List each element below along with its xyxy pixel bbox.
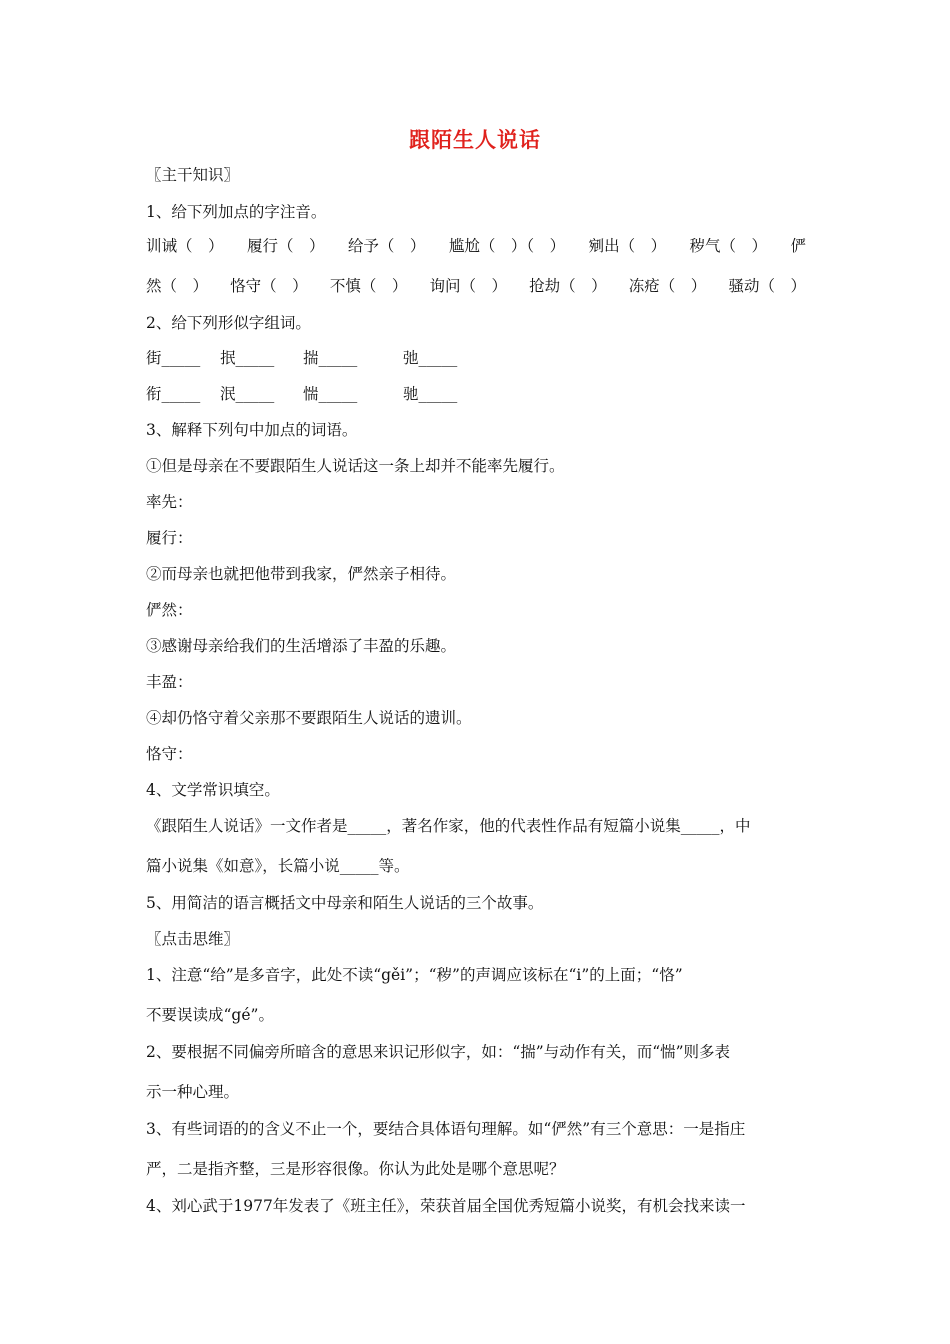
- pinyin-item: 冻疮（ ）: [628, 277, 707, 295]
- question-1-row-1: [146, 236, 806, 256]
- sentence-4: ④却仍恪守着父亲那不要跟陌生人说话的遗训。: [146, 709, 472, 727]
- word-blank: 街_____: [146, 349, 201, 367]
- pinyin-item: 俨: [790, 237, 806, 255]
- pinyin-item: 骚动（ ）: [728, 277, 806, 295]
- word-blank: 弛_____: [403, 349, 458, 367]
- question-2-row-1: [146, 348, 483, 368]
- pinyin-item: 抢劫（ ）: [529, 277, 607, 295]
- question-2-heading: 2、给下列形似字组词。: [146, 314, 311, 332]
- sentence-1: ①但是母亲在不要跟陌生人说话这一条上却并不能率先履行。: [146, 457, 565, 475]
- question-3-heading: 3、解释下列句中加点的词语。: [146, 421, 358, 439]
- pinyin-item: 然（ ）: [146, 277, 209, 295]
- pinyin-item: 训诫（ ）: [146, 237, 224, 255]
- question-2-row-2: [146, 384, 483, 404]
- word-blank: 抿_____: [220, 349, 275, 367]
- hint-4-line-1: 4、刘心武于1977年发表了《班主任》，荣获首届全国优秀短篇小说奖，有机会找来读一: [146, 1197, 746, 1215]
- pinyin-item: 不慎（ ）: [329, 277, 408, 295]
- sentence-3: ③感谢母亲给我们的生活增添了丰盈的乐趣。: [146, 637, 457, 655]
- word-blank: 揣_____: [303, 349, 358, 367]
- question-1-row-2: [146, 276, 806, 296]
- answer-label: 恪守：: [146, 745, 193, 763]
- question-1-heading: 1、给下列加点的字注音。: [146, 203, 327, 221]
- hint-3-line-1: 3、有些词语的的含义不止一个，要结合具体语句理解。如“俨然”有三个意思：一是指庄: [146, 1120, 746, 1138]
- question-4-line-2: 篇小说集《如意》，长篇小说_____等。: [146, 857, 410, 875]
- pinyin-item: 询问（ ）: [429, 277, 507, 295]
- hint-3-line-2: 严，二是指齐整，三是形容很像。你认为此处是哪个意思呢？: [146, 1160, 565, 1178]
- word-blank: 衔_____: [146, 385, 201, 403]
- pinyin-item: 秽气（ ）: [689, 237, 768, 255]
- pinyin-item: 尴尬（ ）（ ）: [448, 237, 566, 255]
- pinyin-item: 履行（ ）: [246, 237, 325, 255]
- hint-2-line-1: 2、要根据不同偏旁所暗含的意思来识记形似字，如：“揣”与动作有关，而“惴”则多表: [146, 1043, 731, 1061]
- section-heading-hints: 〖点击思维〗: [146, 930, 240, 948]
- word-blank: 惴_____: [303, 385, 358, 403]
- answer-label: 俨然：: [146, 601, 193, 619]
- pinyin-item: 恪守（ ）: [230, 277, 308, 295]
- question-4-line-1: 《跟陌生人说话》一文作者是_____，著名作家，他的代表性作品有短篇小说集_____，中: [146, 817, 751, 835]
- pinyin-item: 给予（ ）: [347, 237, 426, 255]
- section-heading-main-knowledge: 〖主干知识〗: [146, 166, 240, 184]
- answer-label: 丰盈：: [146, 673, 193, 691]
- answer-label: 履行：: [146, 529, 193, 547]
- question-4-heading: 4、文学常识填空。: [146, 781, 280, 799]
- answer-label: 率先：: [146, 493, 193, 511]
- hint-1-line-2: 不要误读成“gé”。: [146, 1006, 274, 1024]
- hint-1-line-1: 1、注意“给”是多音字，此处不读“gěi”；“秽”的声调应该标在“i”的上面；“恪”: [146, 966, 683, 984]
- sentence-2: ②而母亲也就把他带到我家，俨然亲子相待。: [146, 565, 457, 583]
- question-5-heading: 5、用简洁的语言概括文中母亲和陌生人说话的三个故事。: [146, 894, 544, 912]
- word-blank: 泯_____: [220, 385, 275, 403]
- hint-2-line-2: 示一种心理。: [146, 1083, 240, 1101]
- word-blank: 驰_____: [403, 385, 458, 403]
- pinyin-item: 剜出（ ）: [588, 237, 667, 255]
- page-title: 跟陌生人说话: [409, 128, 541, 152]
